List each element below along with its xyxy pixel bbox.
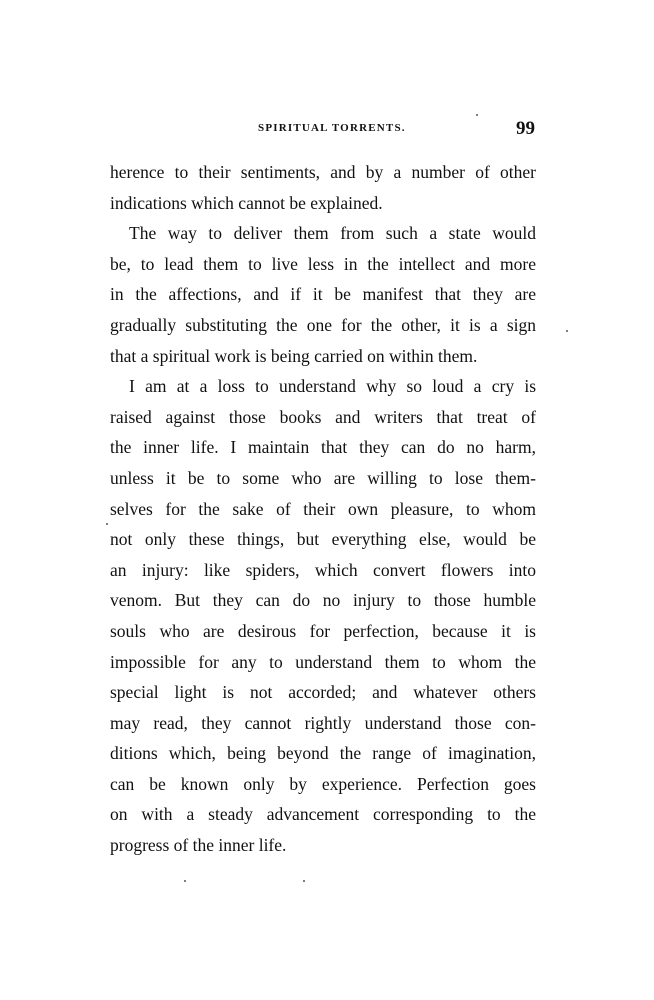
running-head [0,120,654,140]
text-line: progress of the inner life. [110,835,287,856]
text-line: herence to their sentiments, and by a number of other [110,162,536,182]
text-line: not only these things, but everything else, would be [110,529,536,550]
text-line: can be known only by experience. Perfection goes [110,773,536,794]
scan-speck [106,523,108,525]
text-line: selves for the sake of their own pleasure, to whom [110,498,536,519]
text-line: that a spiritual work is being carried on within them. [110,345,478,366]
running-head-title: SPIRITUAL TORRENTS. [258,122,406,134]
text-line: raised against those books and writers that treat of [110,406,536,427]
text-line: the inner life. I maintain that they can do no harm, [110,437,536,458]
text-line: may read, they cannot rightly understand those con- [110,712,536,733]
text-line: impossible for any to understand them to whom the [110,651,536,672]
scan-speck [303,880,305,882]
scan-speck [566,330,568,332]
text-line: indications which cannot be explained. [110,192,383,213]
text-line: ditions which, being beyond the range of imagination, [110,743,536,764]
text-line: The way to deliver them from such a state would [129,223,536,244]
text-line: special light is not accorded; and whatever others [110,682,536,703]
text-line: gradually substituting the one for the other, it is a sign [110,314,536,335]
text-line: be, to lead them to live less in the intellect and more [110,253,536,274]
body-text [110,160,536,864]
page-number: 99 [516,118,535,139]
text-line: on with a steady advancement corresponding to the [110,804,536,825]
text-line: I am at a loss to understand why so loud a cry is [129,376,536,397]
text-line: venom. But they can do no injury to those humble [110,590,536,611]
scan-speck [476,114,478,116]
text-line: unless it be to some who are willing to lose them- [110,467,536,488]
text-line: an injury: like spiders, which convert flowers into [110,559,536,580]
text-line: souls who are desirous for perfection, because it is [110,620,536,641]
text-line: in the affections, and if it be manifest that they are [110,284,536,305]
scan-speck [184,880,186,882]
